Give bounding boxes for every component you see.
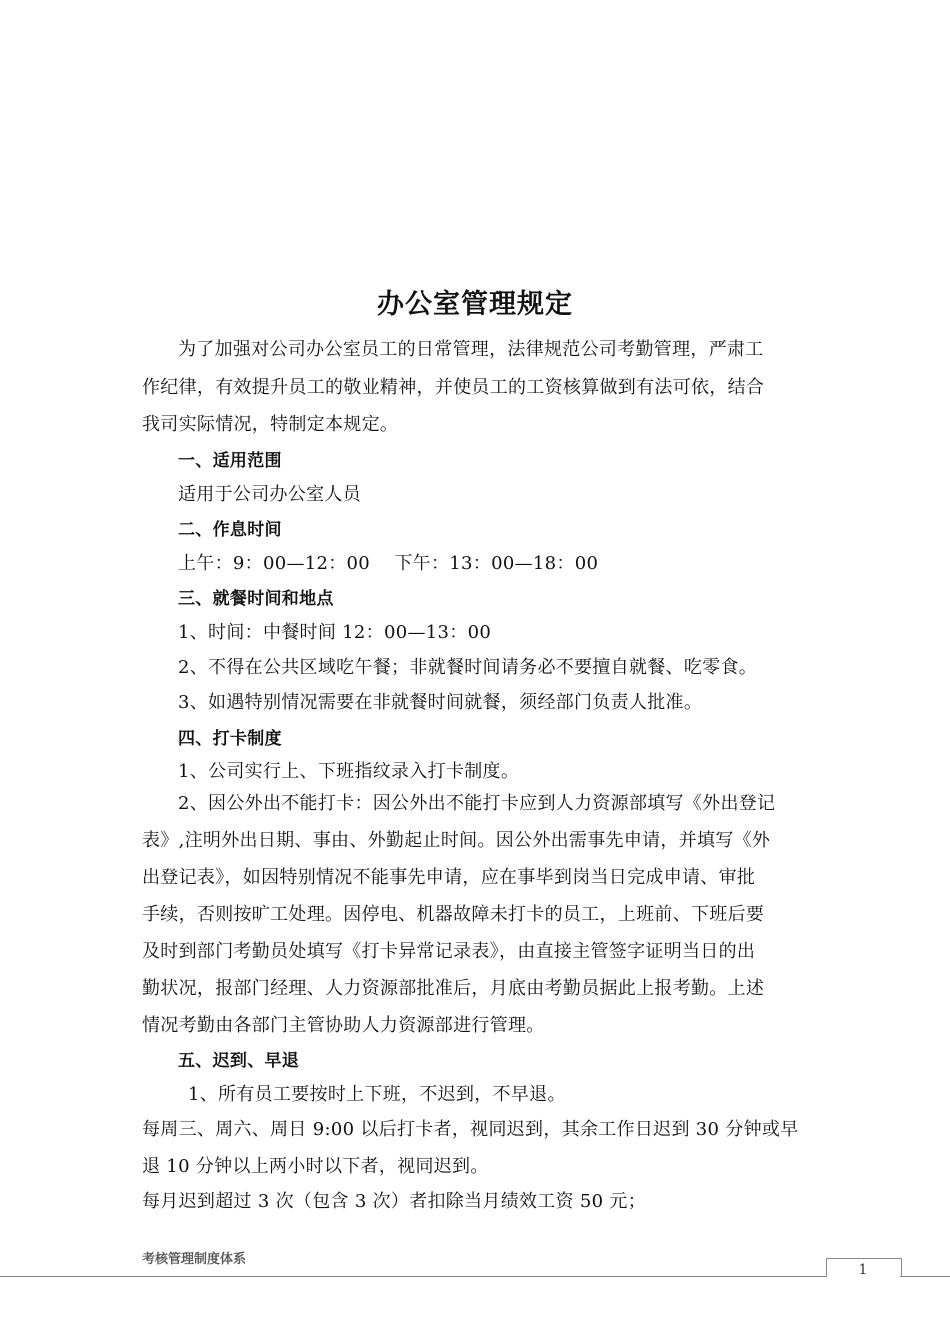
section-heading-late: 五、迟到、早退 xyxy=(178,1051,300,1071)
clock-in-item-2-line-7: 情况考勤由各部门主管协助人力资源部进行管理。 xyxy=(142,1015,545,1036)
paragraph-intro-line-2: 作纪律，有效提升员工的敬业精神，并使员工的工资核算做到有法可依，结合 xyxy=(142,377,765,398)
late-rule-line-2: 退 10 分钟以上两小时以下者，视同迟到。 xyxy=(142,1156,489,1177)
clock-in-item-1: 1、公司实行上、下班指纹录入打卡制度。 xyxy=(178,761,520,782)
clock-in-item-2-line-1: 2、因公外出不能打卡：因公外出不能打卡应到人力资源部填写《外出登记 xyxy=(178,793,776,814)
clock-in-item-2-line-4: 手续，否则按旷工处理。因停电、机器故障未打卡的员工，上班前、下班后要 xyxy=(142,904,765,925)
late-rule-line-1: 每周三、周六、周日 9:00 以后打卡者，视同迟到，其余工作日迟到 30 分钟或早 xyxy=(142,1119,799,1140)
meals-item-2: 2、不得在公共区域吃午餐；非就餐时间请务必不要擅自就餐、吃零食。 xyxy=(178,657,758,678)
section-heading-scope: 一、适用范围 xyxy=(178,451,282,471)
section-heading-meals: 三、就餐时间和地点 xyxy=(178,589,334,609)
clock-in-item-2-line-2: 表》,注明外出日期、事由、外勤起止时间。因公外出需事先申请，并填写《外 xyxy=(142,830,771,851)
late-item-1: 1、所有员工要按时上下班，不迟到，不早退。 xyxy=(188,1084,566,1105)
footer-divider-right xyxy=(900,1276,950,1277)
footer-label: 考核管理制度体系 xyxy=(142,1252,247,1267)
hours-text: 上午：9：00—12：00 下午：13：00—18：00 xyxy=(178,553,599,574)
page-number: 1 xyxy=(858,1262,868,1278)
meals-item-3: 3、如遇特别情况需要在非就餐时间就餐，须经部门负责人批准。 xyxy=(178,692,703,713)
clock-in-item-2-line-3: 出登记表》，如因特别情况不能事先申请，应在事毕到岗当日完成申请、审批 xyxy=(142,867,756,888)
meals-item-1: 1、时间：中餐时间 12：00—13：00 xyxy=(178,622,492,643)
clock-in-item-2-line-6: 勤状况，报部门经理、人力资源部批准后，月底由考勤员据此上报考勤。上述 xyxy=(142,978,765,999)
paragraph-intro-line-1: 为了加强对公司办公室员工的日常管理，法律规范公司考勤管理，严肃工 xyxy=(178,339,764,360)
scope-text: 适用于公司办公室人员 xyxy=(178,484,361,505)
late-penalty: 每月迟到超过 3 次（包含 3 次）者扣除当月绩效工资 50 元； xyxy=(142,1191,647,1212)
document-title: 办公室管理规定 xyxy=(377,289,573,320)
section-heading-hours: 二、作息时间 xyxy=(178,520,282,540)
clock-in-item-2-line-5: 及时到部门考勤员处填写《打卡异常记录表》，由直接主管签字证明当日的出 xyxy=(142,941,756,962)
paragraph-intro-line-3: 我司实际情况，特制定本规定。 xyxy=(142,414,399,435)
footer-divider xyxy=(0,1276,826,1277)
section-heading-clock-in: 四、打卡制度 xyxy=(178,729,282,749)
